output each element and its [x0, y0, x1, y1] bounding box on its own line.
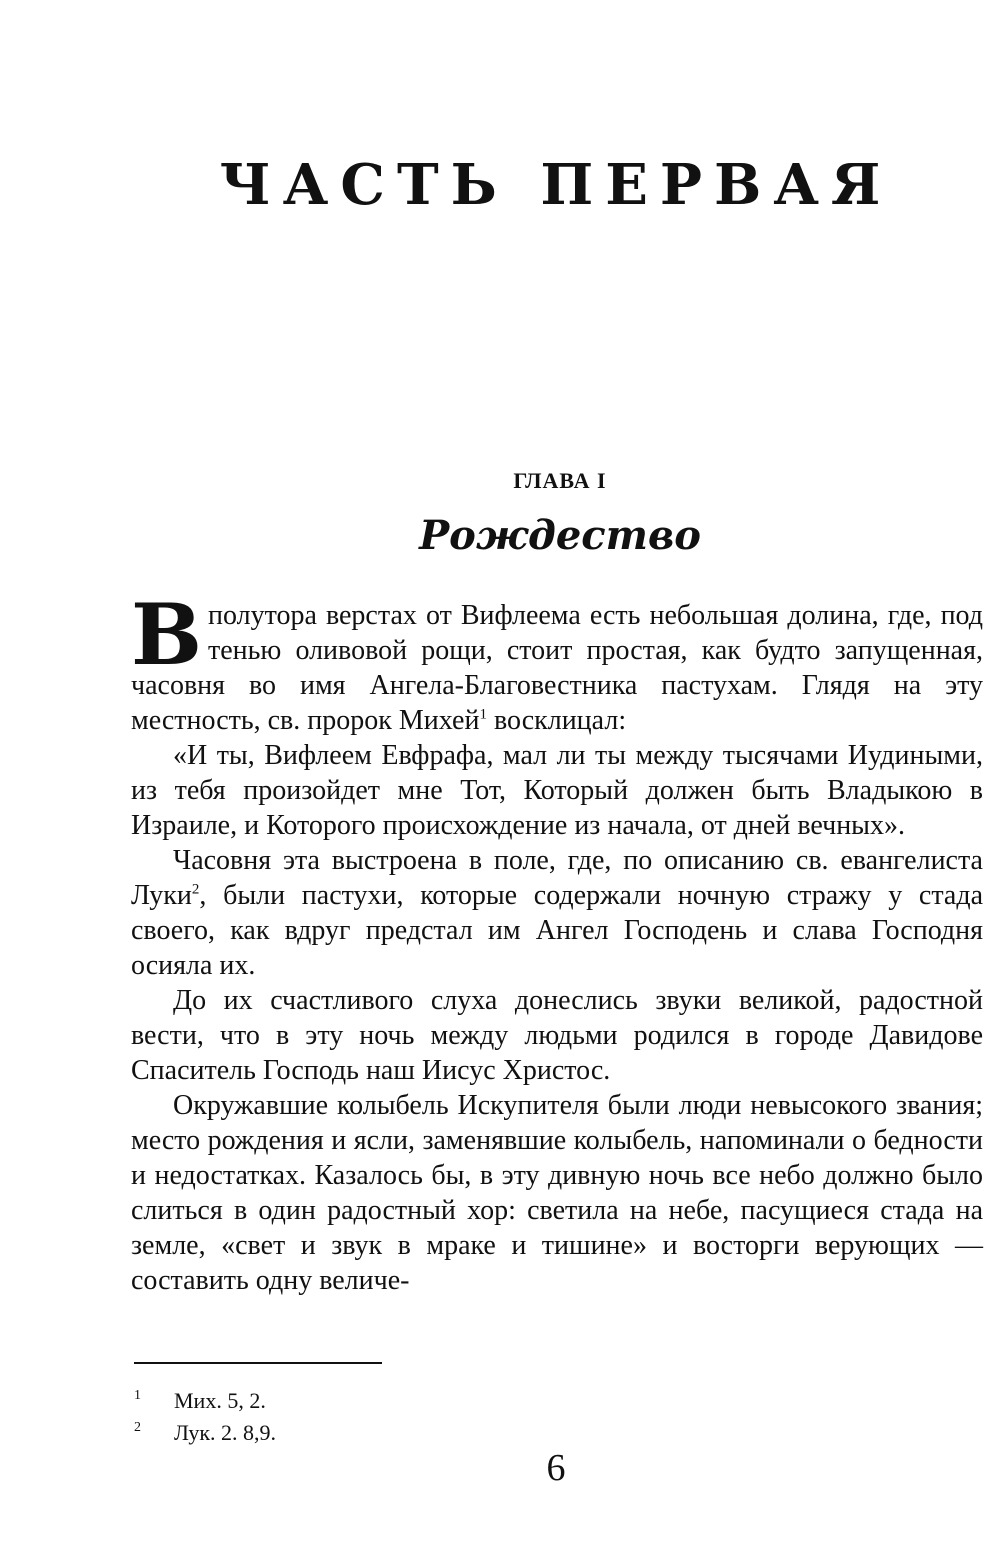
footnote-ref-1: 1 [479, 706, 487, 723]
footnotes [134, 1385, 276, 1449]
paragraph-5: Окружавшие колыбель Искупителя были люди невысокого звания; место рождения и ясли, заменявшие колыбель, напоминали о бедности и недостатках. Казалось бы, в эту дивную ночь все небо должно было слиться в один радостный хор: светила на небе, пасущиеся стада на земле, «свет и звук в мраке и тишине» и восторги верующих — составить одну величе- [131, 1090, 983, 1296]
paragraph-3-text-a: Часовня эта выстроена в поле, где, по описанию св. евангелиста Луки [131, 845, 983, 911]
footnote-number: 1 [134, 1388, 141, 1403]
page-number: 6 [546, 1447, 566, 1489]
chapter-title: Рождество [419, 512, 701, 559]
paragraph-1-text-b: восклицал: [486, 705, 627, 736]
footnote-ref-2: 2 [191, 881, 200, 898]
footnote-divider [134, 1362, 382, 1364]
footnote [134, 1417, 276, 1449]
paragraph-4: До их счастливого слуха донеслись звуки великой, радостной вести, что в эту ночь между людьми родился в городе Давидове Спаситель Господь наш Иисус Христос. [131, 985, 983, 1086]
paragraph-2: «И ты, Вифлеем Евфрафа, мал ли ты между тысячами Иудиными, из тебя произойдет мне Тот, Который должен быть Владыкою в Израиле, и Которого происхождение из начала, от дней вечных». [131, 740, 983, 841]
body-text [131, 585, 983, 1298]
footnote-number: 2 [134, 1420, 141, 1435]
paragraph-3-text-b: , были пастухи, которые содержали ночную стражу у стада своего, как вдруг предстал им Ангел Господень и слава Господня осияла их. [131, 880, 983, 981]
paragraph-1-text-a: полутора верстах от Вифлеема есть небольшая долина, где, под тенью оливовой рощи, стоит простая, как будто запущенная, часовня во имя Ангела-Благовестника пастухам. Глядя на эту местность, св. пророк Михей [131, 600, 983, 736]
drop-cap: В [131, 585, 202, 684]
paragraph-3 [131, 843, 983, 983]
footnote-text: Лук. 2. 8,9. [174, 1420, 277, 1445]
footnote [134, 1385, 276, 1417]
chapter-label: ГЛАВА I [513, 468, 607, 493]
paragraph-1 [131, 585, 983, 738]
part-title: ЧАСТЬ ПЕРВАЯ [219, 152, 893, 218]
footnote-text: Мих. 5, 2. [174, 1388, 266, 1413]
